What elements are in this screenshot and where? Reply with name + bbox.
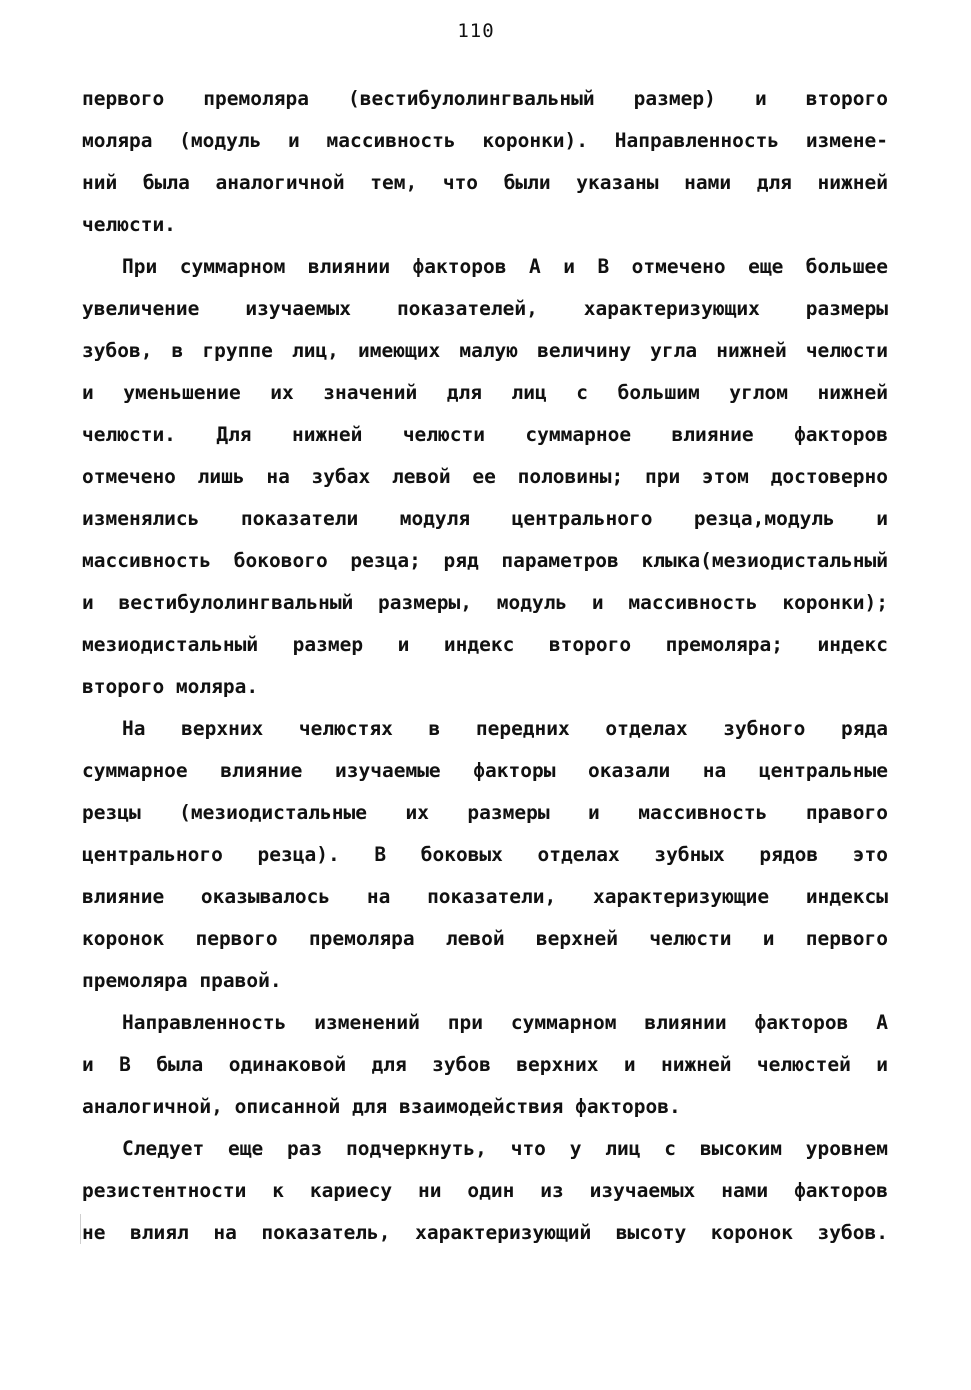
text-line: зубов, в группе лиц, имеющих малую величину угла нижней челюсти: [82, 339, 888, 362]
text-line: не влиял на показатель, характеризующий высоту коронок зубов.: [82, 1221, 888, 1244]
text-line: ний была аналогичной тем, что были указаны нами для нижней: [82, 171, 888, 194]
text-line: влияние оказывалось на показатели, характеризующие индексы: [82, 885, 888, 908]
text-line: аналогичной, описанной для взаимодействия факторов.: [82, 1095, 681, 1118]
text-line: изменялись показатели модуля центрального резца,модуль и: [82, 507, 888, 530]
text-line: резистентности к кариесу ни один из изучаемых нами факторов: [82, 1179, 888, 1202]
text-line: второго моляра.: [82, 675, 259, 698]
text-line: массивность бокового резца; ряд параметров клыка(мезиодистальный: [82, 549, 888, 572]
text-line: Направленность изменений при суммарном влиянии факторов А: [122, 1011, 888, 1034]
text-line: моляра (модуль и массивность коронки). Направленность измене-: [82, 129, 888, 152]
paragraph-4: [82, 1002, 888, 1128]
text-line: резцы (мезиодистальные их размеры и массивность правого: [82, 801, 888, 824]
text-line: первого премоляра (вестибулолингвальный размер) и второго: [82, 87, 888, 110]
text-line: На верхних челюстях в передних отделах зубного ряда: [122, 717, 888, 740]
paragraph-1: [82, 78, 888, 246]
text-line: центрального резца). В боковых отделах зубных рядов это: [82, 843, 888, 866]
text-line: При суммарном влиянии факторов А и В отмечено еще большее: [122, 255, 888, 278]
paragraph-5: [82, 1128, 888, 1254]
text-line: отмечено лишь на зубах левой ее половины; при этом достоверно: [82, 465, 888, 488]
text-line: мезиодистальный размер и индекс второго премоляра; индекс: [82, 633, 888, 656]
text-line: челюсти. Для нижней челюсти суммарное влияние факторов: [82, 423, 888, 446]
text-line: увеличение изучаемых показателей, характеризующих размеры: [82, 297, 888, 320]
paragraph-2: [82, 246, 888, 708]
body-text: [82, 78, 888, 1254]
text-line: Следует еще раз подчеркнуть, что у лиц с высоким уровнем: [122, 1137, 888, 1160]
text-line: челюсти.: [82, 213, 176, 236]
text-line: и вестибулолингвальный размеры, модуль и массивность коронки);: [82, 591, 888, 614]
page-number: 110: [457, 20, 495, 42]
text-line: и В была одинаковой для зубов верхних и нижней челюстей и: [82, 1053, 888, 1076]
text-line: и уменьшение их значений для лиц с большим углом нижней: [82, 381, 888, 404]
text-line: премоляра правой.: [82, 969, 282, 992]
text-line: коронок первого премоляра левой верхней челюсти и первого: [82, 927, 888, 950]
paragraph-3: [82, 708, 888, 1002]
text-line: суммарное влияние изучаемые факторы оказали на центральные: [82, 759, 888, 782]
scan-margin-mark: [80, 1214, 81, 1244]
